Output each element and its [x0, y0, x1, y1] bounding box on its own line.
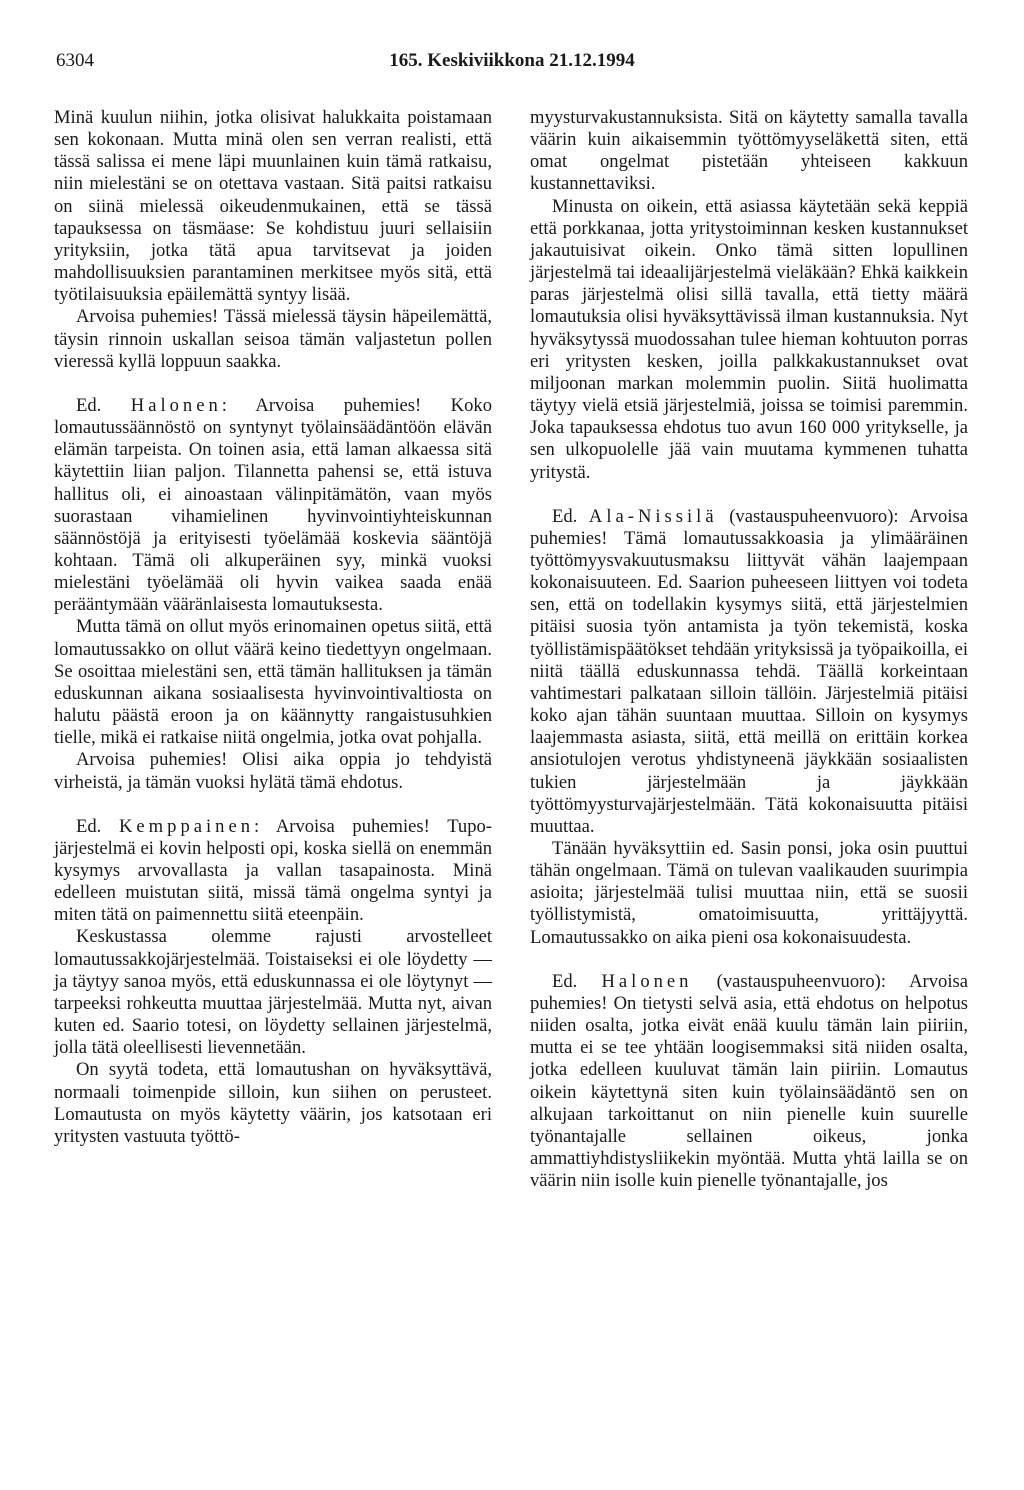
- speech-text: : Arvoisa puhemies! Tupo-järjestelmä ei kovin helposti opi, koska siellä on enemmän kysymys arvovallasta ja vallan tasapainosta. Minä edelleen muistutan siitä, missä tämä ongelma syntyi ja miten tätä on paimennettu siitä eteenpäin.: [54, 815, 493, 926]
- paragraph: On syytä todeta, että lomautushan on hyväksyttävä, normaali toimenpide silloin, kun siihen on perusteet. Lomautusta on myös käytetty väärin, jos katsotaan eri yritysten vastuuta työttö-: [54, 1059, 492, 1147]
- speech-halonen: [54, 395, 492, 617]
- right-column: [530, 107, 968, 1192]
- page-number: 6304: [56, 50, 94, 71]
- speech-text: (vastauspuheenvuoro): Arvoisa puhemies! On tietysti selvä asia, että ehdotus on helpotus niiden osalta, jotka eivät enää kuulu tämän lain piiriin, mutta ei se tee yhtään loogisemmaksi sitä niiden osalta, jotka edelleen kuuluvat tämän lain piiriin. Lomautus oikein käytettynä siten kuin työlainsäädäntö sen on alkujaan tarkoittanut on niin pienelle kuin suurelle työnantajalle sellainen oikeus, jonka ammattiyhdistysliikekin myöntää. Mutta yhtä lailla se on väärin niin isolle kuin pienelle työnantajalle, jos: [530, 970, 968, 1192]
- session-title: 165. Keskiviikkona 21.12.1994: [389, 50, 635, 71]
- speaker-prefix: Ed.: [552, 970, 602, 992]
- paragraph: Arvoisa puhemies! Tässä mielessä täysin häpeilemättä, täysin rinnoin uskallan seisoa tämän valjastetun pollen vieressä kyllä loppuun saakka.: [54, 306, 492, 372]
- speaker-name: Halonen: [130, 394, 222, 416]
- speaker-prefix: Ed.: [552, 505, 589, 527]
- speech-ala-nissila: [530, 506, 968, 838]
- speaker-name: Ala-Nissilä: [588, 505, 718, 527]
- speaker-prefix: Ed.: [76, 815, 119, 837]
- speaker-name: Halonen: [601, 970, 693, 992]
- page-header: [56, 50, 968, 74]
- left-column: [54, 107, 492, 1148]
- speech-kemppainen: [54, 816, 492, 927]
- speaker-name: Kemppainen: [119, 815, 255, 837]
- speech-text: (vastauspuheenvuoro): Arvoisa puhemies! Tämä lomautussakkoasia ja ylimääräinen työttömyysvakuutusmaksu liittyvät vähän laajempaan kokonaisuuteen. Ed. Saarion puheeseen liittyen voi todeta sen, että on todellakin kysymys siitä, että järjestelmien pitäisi suosia työn antamista ja työn tekemistä, koska työllistämispäätökset tehdään yrityksissä ja työpaikoilla, ei niitä täällä eduskunnassa tehdä. Täällä korkeintaan vahtimestari palkataan silloin tällöin. Järjestelmiä pitäisi koko ajan tähän suuntaan muuttaa. Silloin on kysymys laajemmasta asiasta, siitä, että meillä on erittäin korkea ansiotulojen verotus yhdistyneenä jäykkään sosiaalisten tukien järjestelmään ja jäykkään työttömyysturvajärjestelmään. Tätä kokonaisuutta pitäisi muuttaa.: [530, 505, 969, 837]
- paragraph: Mutta tämä on ollut myös erinomainen opetus siitä, että lomautussakko on ollut väärä keino tiedettyyn ongelmaan. Se osoittaa mielestäni sen, että tämän hallituksen ja tämän eduskunnan aikana sosiaalisesta hyvinvointivaltiosta on halutu päästä eroon ja on käännytty rangaistusuhkien tielle, mikä ei ratkaise niitä ongelmia, jotka ovat pohjalla.: [54, 616, 492, 749]
- speech-text: : Arvoisa puhemies! Koko lomautussäännöstö on syntynyt työlainsäädäntöön elävän elämän tarpeista. On toinen asia, että laman alkaessa sitä käytettiin liian paljon. Tilannetta pahensi se, että istuva hallitus oli, ei ainoastaan välinpitämätön, vaan myös suorastaan vihamielinen hyvinvointiyhteiskunnan säännöstöjä ja erityisesti työelämää koskevia sääntöjä kohtaan. Tämä oli alkuperäinen syy, minkä vuoksi mielestäni työelämää oli hyvin vaikea saada enää perääntymään vääränlaisesta lomautuksesta.: [54, 394, 492, 616]
- paragraph: Keskustassa olemme rajusti arvostelleet lomautussakkojärjestelmää. Toistaiseksi ei ole löydetty — ja täytyy sanoa myös, että eduskunnassa ei ole löytynyt — tarpeeksi rohkeutta muuttaa järjestelmää. Mutta nyt, aivan kuten ed. Saario totesi, on löydetty sellainen järjestelmä, jolla tätä oleellisesti lievennetään.: [54, 926, 492, 1059]
- speech-halonen-2: [530, 971, 968, 1193]
- paragraph: Minä kuulun niihin, jotka olisivat halukkaita poistamaan sen kokonaan. Mutta minä olen sen verran realisti, että tässä salissa ei mene läpi muunlainen kuin tämä ratkaisu, niin mielestäni se on otettava vastaan. Sitä paitsi ratkaisu on siinä mielessä oikeudenmukainen, että se tässä tapauksessa on täsmäase: Se kohdistuu juuri sellaisiin yrityksiin, jotka tätä apua tarvitsevat ja joiden mahdollisuuksien parantaminen merkitsee myös sitä, että työtilaisuuksia epäilemättä syntyy lisää.: [54, 107, 492, 306]
- paragraph: Arvoisa puhemies! Olisi aika oppia jo tehdyistä virheistä, ja tämän vuoksi hylätä tämä ehdotus.: [54, 749, 492, 793]
- paragraph: Tänään hyväksyttiin ed. Sasin ponsi, joka osin puuttui tähän ongelmaan. Tämä on tulevan vaalikauden suurimpia asioita; järjestelmää tulisi muuttaa niin, että se suosii työllistymistä, omatoimisuutta, yrittäjyyttä. Lomautussakko on aika pieni osa kokonaisuudesta.: [530, 838, 968, 948]
- paragraph: myysturvakustannuksista. Sitä on käytetty samalla tavalla väärin kuin aikaisemmin työttömyyseläkettä siten, että omat ongelmat pistetään yhteiseen kakkuun kustannettaviksi.: [530, 107, 968, 195]
- speaker-prefix: Ed.: [76, 394, 131, 416]
- paragraph: Minusta on oikein, että asiassa käytetään sekä keppiä että porkkanaa, jotta yritystoiminnan kesken kustannukset jakautuisivat oikein. Onko tämä sitten lopullinen järjestelmä tai ideaalijärjestelmä vieläkään? Ehkä kaikkein paras järjestelmä olisi sillä tavalla, että tietty määrä lomautuksia olisi hyväksyttävissä ilman kustannuksia. Nyt hyväksytyssä muodossahan tulee hieman kohtuuton porras eri yritysten kesken, joilla palkkakustannukset ovat miljoonan markan molemmin puolin. Siitä huolimatta täytyy vielä etsiä järjestelmiä, joissa se toimisi paremmin. Joka tapauksessa ehdotus tuo avun 160 000 yritykselle, ja sen ulkopuolelle jää vain muutama kymmenen tuhatta yritystä.: [530, 195, 968, 483]
